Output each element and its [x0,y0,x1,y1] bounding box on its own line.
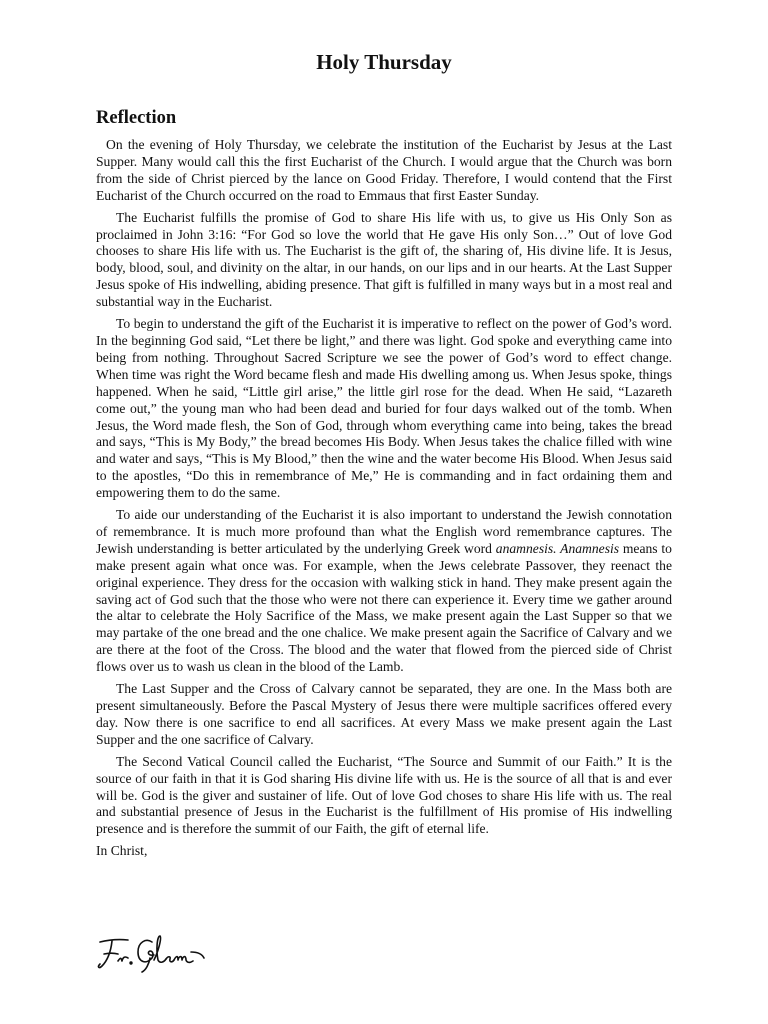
paragraph-1: On the evening of Holy Thursday, we celebrate the institution of the Eucharist by Jesus at the Last Supper. Many would call this the first Eucharist of the Church. I would argue that the Church was born from the side of Christ pierced by the lance on Good Friday. Therefore, I would contend that the First Eucharist of the Church occurred on the road to Emmaus that first Easter Sunday. [96,137,672,203]
closing-line: In Christ, [96,843,148,859]
reflection-body [96,137,672,865]
paragraph-6: The Second Vatical Council called the Eucharist, “The Source and Summit of our Faith.” It is the source of our faith in that it is God sharing His divine life with us. He is the source of all that is and ever will be. God is the giver and sustainer of life. Out of love God choses to share His life with us. The real and substantial presence of Jesus in the Eucharist is the fulfillment of His promise of His indwelling presence and is therefore the summit of our Faith, the gift of eternal life. [96,753,672,837]
paragraph-4-part-1: To aide our understanding of the Eucharist it is also important to understand the Jewish connotation of remembrance. It is much more profound than what the English word remembrance captures. The Jewish understanding is better articulated by the underlying Greek word [96,507,672,556]
section-heading: Reflection [96,108,177,128]
paragraph-4 [96,507,672,676]
paragraph-4-part-2: means to make present again what once was. For example, when the Jews celebrate Passover, they reenact the original experience. They dress for the occasion with walking stick in hand. They make present again the saving act of God such that the those who were not there can experience it. Every time we gather around the altar to celebrate the Holy Sacrifice of the Mass, we make present again the Last Supper so that we may partake of the one bread and the one chalice. We make present again the Sacrifice of Calvary and we are there at the foot of the Cross. The blood and the water that flowed from the pierced side of Christ flows over us to wash us clean in the blood of the Lamb. [96,540,672,675]
paragraph-2: The Eucharist fulfills the promise of God to share His life with us, to give us His Only Son as proclaimed in John 3:16: “For God so love the world that He gave His only Son…” Out of love God chooses to share His life with us. The Eucharist is the gift of, the sharing of, His divine life. It is Jesus, body, blood, soul, and divinity on the altar, in our hands, on our lips and in our hearts. At the Last Supper Jesus spoke of His indwelling, abiding presence. That gift is fulfilled in many ways but in a most real and substantial way in the Eucharist. [96,209,672,310]
greek-term-anamnesis: anamnesis. Anamnesis [495,540,620,556]
paragraph-3: To begin to understand the gift of the Eucharist it is imperative to reflect on the power of God’s word. In the beginning God said, “Let there be light,” and there was light. God spoke and everything came into being from nothing. Throughout Sacred Scripture we see the power of God’s word to effect change. When time was right the Word became flesh and made His dwelling among us. When Jesus spoke, things happened. When he said, “Little girl arise,” the little girl rose for the dead. When He said, “Lazareth come out,” the young man who had been dead and buried for four days walked out of the tomb. When Jesus, the Word made flesh, the Son of God, through whom everything came into being, takes the bread and says, “This is My Body,” the bread becomes His Body. When Jesus takes the chalice filled with wine and water and says, “This is My Blood,” then the wine and the water become His Blood. When Jesus said to the apostles, “Do this in remembrance of Me,” He is commanding and in fact ordaining them and empowering them to do the same. [96,316,672,501]
handwritten-signature [94,930,206,974]
page-title: Holy Thursday [316,50,452,74]
paragraph-5: The Last Supper and the Cross of Calvary cannot be separated, they are one. In the Mass both are present simultaneously. Before the Pascal Mystery of Jesus there were multiple sacrifices offered every day. Now there is one sacrifice to end all sacrifices. At every Mass we make present again the Last Supper and the one sacrifice of Calvary. [96,681,672,747]
